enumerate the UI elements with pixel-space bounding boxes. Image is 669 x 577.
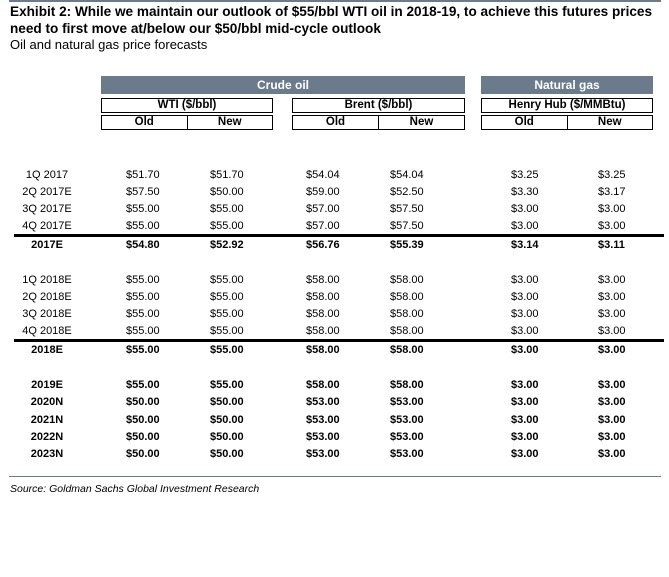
table-cell: $3.11	[598, 239, 625, 251]
row-label: 1Q 2017	[25, 169, 69, 181]
table-cell: $55.00	[210, 220, 244, 232]
table-row	[0, 218, 669, 235]
table-cell: $50.00	[126, 396, 160, 408]
table-cell: $50.00	[210, 448, 244, 460]
row-label: 2022N	[30, 431, 64, 443]
table-cell: $3.00	[598, 308, 626, 320]
table-cell: $3.00	[598, 203, 626, 215]
table-cell: $57.00	[306, 203, 340, 215]
table-cell: $53.00	[390, 431, 424, 443]
table-cell: $51.70	[210, 169, 244, 181]
exhibit-subtitle: Oil and natural gas price forecasts	[10, 37, 208, 52]
table-cell: $58.00	[390, 344, 424, 356]
row-label: 2020N	[30, 396, 64, 408]
table-cell: $50.00	[210, 186, 244, 198]
table-cell: $50.00	[126, 414, 160, 426]
table-cell: $58.00	[390, 291, 424, 303]
brent-subheader	[292, 115, 465, 130]
table-cell: $55.00	[126, 379, 160, 391]
table-row	[0, 201, 669, 218]
henry-subheader	[481, 115, 653, 130]
table-cell: $3.00	[511, 220, 539, 232]
table-cell: $58.00	[390, 379, 424, 391]
source-note: Source: Goldman Sachs Global Investment Research	[10, 483, 260, 495]
table-cell: $3.00	[598, 291, 626, 303]
table-cell: $3.00	[598, 396, 626, 408]
brent-new-header: New	[378, 116, 464, 129]
table-cell: $3.25	[511, 169, 539, 181]
exhibit-title: Exhibit 2: While we maintain our outlook of $55/bbl WTI oil in 2018-19, to achieve this futures prices need to first move at/below our $50/bbl mid-cycle outlook	[10, 4, 653, 36]
table-cell: $53.00	[306, 431, 340, 443]
table-cell: $55.00	[210, 308, 244, 320]
table-cell: $3.00	[598, 274, 626, 286]
table-row	[0, 237, 669, 254]
row-label: 2019E	[31, 379, 63, 391]
table-cell: $53.00	[390, 414, 424, 426]
table-cell: $53.00	[306, 396, 340, 408]
table-cell: $55.00	[126, 274, 160, 286]
table-cell: $59.00	[306, 186, 340, 198]
table-cell: $57.50	[390, 220, 424, 232]
table-row	[0, 342, 669, 359]
table-cell: $50.00	[210, 396, 244, 408]
table-cell: $58.00	[306, 344, 340, 356]
table-cell: $55.00	[210, 203, 244, 215]
table-cell: $3.00	[598, 431, 626, 443]
row-label: 3Q 2018E	[22, 308, 72, 320]
table-row	[0, 289, 669, 306]
table-cell: $50.00	[210, 431, 244, 443]
table-cell: $3.00	[511, 325, 539, 337]
table-row	[0, 184, 669, 201]
table-cell: $55.00	[126, 220, 160, 232]
table-cell: $55.00	[126, 344, 160, 356]
table-cell: $3.00	[511, 203, 539, 215]
table-cell: $55.00	[210, 274, 244, 286]
table-cell: $3.00	[598, 220, 626, 232]
natural-gas-header: Natural gas	[481, 76, 653, 94]
table-cell: $3.00	[511, 414, 539, 426]
henry-hub-header: Henry Hub ($/MMBtu)	[481, 98, 653, 113]
row-label: 4Q 2017E	[22, 220, 72, 232]
table-cell: $3.00	[511, 431, 539, 443]
table-cell: $58.00	[390, 308, 424, 320]
table-cell: $58.00	[390, 274, 424, 286]
total-divider	[14, 339, 664, 342]
wti-subheader	[101, 115, 273, 130]
table-cell: $55.00	[210, 344, 244, 356]
table-row	[0, 377, 669, 394]
table-cell: $57.50	[390, 203, 424, 215]
row-label: 1Q 2018E	[22, 274, 72, 286]
table-cell: $55.39	[390, 239, 424, 251]
wti-header: WTI ($/bbl)	[101, 98, 273, 113]
table-cell: $58.00	[306, 379, 340, 391]
table-cell: $3.00	[511, 379, 539, 391]
table-cell: $3.00	[598, 414, 626, 426]
table-cell: $50.00	[126, 431, 160, 443]
table-cell: $3.00	[511, 344, 539, 356]
henry-new-header: New	[567, 116, 653, 129]
wti-new-header: New	[187, 116, 273, 129]
table-cell: $53.00	[390, 396, 424, 408]
table-cell: $51.70	[126, 169, 160, 181]
table-cell: $53.00	[306, 448, 340, 460]
row-label: 2Q 2018E	[22, 291, 72, 303]
total-divider	[14, 234, 664, 237]
row-label: 2018E	[31, 344, 63, 356]
table-row	[0, 412, 669, 429]
crude-oil-header: Crude oil	[101, 76, 465, 94]
henry-old-header: Old	[514, 116, 534, 128]
brent-header: Brent ($/bbl)	[292, 98, 465, 113]
row-label: 3Q 2017E	[22, 203, 72, 215]
table-cell: $52.50	[390, 186, 424, 198]
row-label: 2Q 2017E	[22, 186, 72, 198]
table-cell: $3.00	[511, 308, 539, 320]
table-row	[0, 323, 669, 340]
table-cell: $54.80	[126, 239, 160, 251]
table-cell: $58.00	[390, 325, 424, 337]
table-row	[0, 167, 669, 184]
table-row	[0, 272, 669, 289]
table-cell: $55.00	[126, 203, 160, 215]
table-row	[0, 446, 669, 463]
wti-old-header: Old	[134, 116, 154, 128]
table-cell: $3.00	[598, 344, 626, 356]
table-cell: $3.00	[511, 448, 539, 460]
table-cell: $55.00	[210, 379, 244, 391]
table-cell: $52.92	[210, 239, 244, 251]
table-cell: $57.00	[306, 220, 340, 232]
source-divider	[9, 476, 661, 477]
table-cell: $53.00	[306, 414, 340, 426]
table-cell: $50.00	[210, 414, 244, 426]
table-cell: $55.00	[210, 291, 244, 303]
table-cell: $55.00	[126, 308, 160, 320]
table-row	[0, 429, 669, 446]
table-cell: $57.50	[126, 186, 160, 198]
table-cell: $56.76	[306, 239, 340, 251]
table-cell: $3.25	[598, 169, 626, 181]
table-cell: $50.00	[126, 448, 160, 460]
table-cell: $3.00	[598, 448, 626, 460]
row-label: 2021N	[30, 414, 64, 426]
row-label: 2023N	[30, 448, 64, 460]
table-cell: $58.00	[306, 291, 340, 303]
table-cell: $3.00	[598, 325, 626, 337]
table-cell: $58.00	[306, 325, 340, 337]
table-cell: $55.00	[126, 291, 160, 303]
table-cell: $55.00	[210, 325, 244, 337]
table-cell: $53.00	[390, 448, 424, 460]
table-cell: $54.04	[306, 169, 340, 181]
table-cell: $3.00	[598, 379, 626, 391]
table-cell: $58.00	[306, 308, 340, 320]
table-cell: $3.14	[511, 239, 539, 251]
top-divider	[9, 0, 661, 2]
table-cell: $3.00	[511, 396, 539, 408]
table-cell: $54.04	[390, 169, 424, 181]
table-cell: $3.00	[511, 291, 539, 303]
row-label: 2017E	[31, 239, 63, 251]
table-row	[0, 306, 669, 323]
table-cell: $3.00	[511, 274, 539, 286]
brent-old-header: Old	[325, 116, 346, 128]
table-cell: $3.17	[598, 186, 626, 198]
row-label: 4Q 2018E	[22, 325, 72, 337]
table-cell: $58.00	[306, 274, 340, 286]
table-cell: $3.30	[511, 186, 539, 198]
table-cell: $55.00	[126, 325, 160, 337]
table-row	[0, 394, 669, 411]
